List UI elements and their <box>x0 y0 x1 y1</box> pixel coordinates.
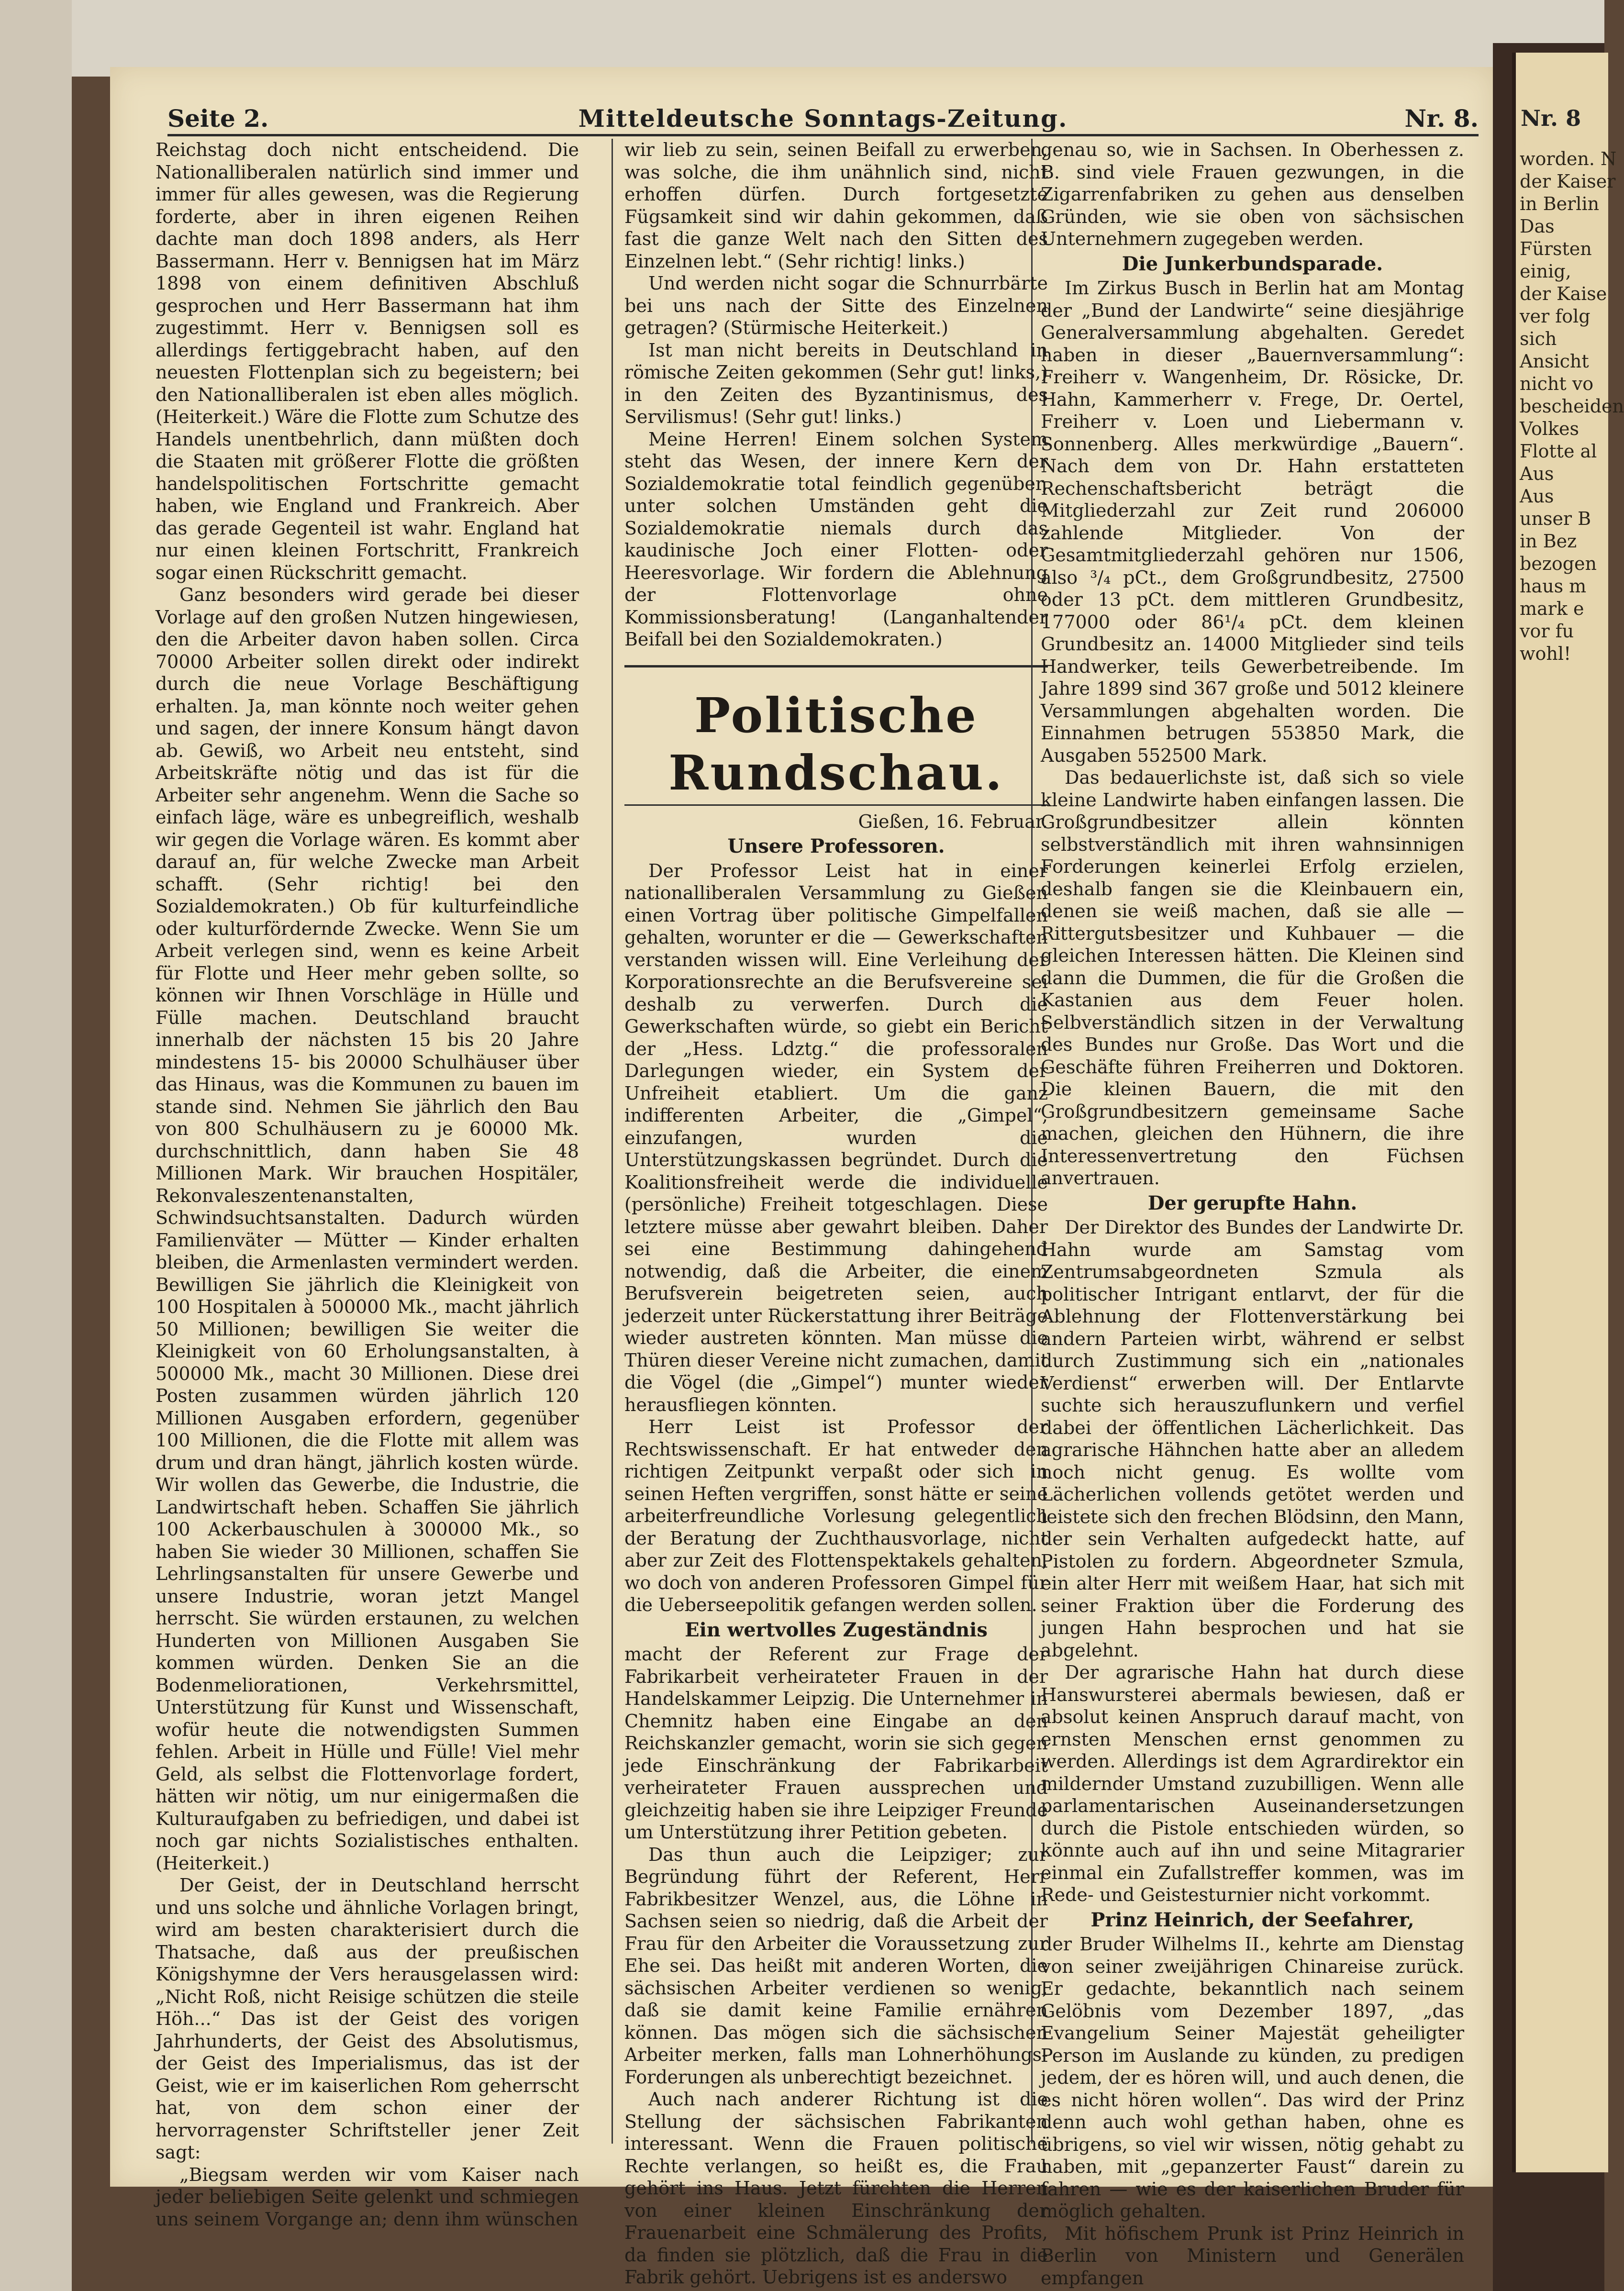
dateline: Gießen, 16. Februar. <box>858 811 1048 832</box>
paragraph: Das bedauerlichste ist, daß sich so viele kleine Landwirte haben einfangen lassen. Die Großgrundbesitzer allein könnten selbstverständlich mit ihren wahnsinnigen Forderungen keinerlei Erfolg erzielen, deshalb fangen sie die Kleinbauern ein, denen sie weiß machen, daß sie alle — Rittergutsbesitzer und Kuhbauer — die gleichen Interessen hätten. Die Kleinen sind dann die Dummen, die für die Großen die Kastanien aus dem Feuer holen. Selbverständlich sitzen in der Verwaltung des Bundes nur Große. Das Wort und die Geschäfte führen Freiherren und Doktoren. Die kleinen Bauern, die mit den Großgrundbesitzern gemeinsame Sache machen, gleichen den Hühnern, die ihre Interessenvertretung den Füchsen anvertrauen. <box>1041 767 1464 1189</box>
section-header <box>624 665 1048 806</box>
adjacent-page-line: bezogen <box>1520 553 1597 574</box>
paragraph: Der Geist, der in Deutschland herrscht und uns solche und ähnliche Vorlagen bringt, wird am besten charakterisiert durch die Thatsache, daß aus der preußischen Königshymne der Vers herausgelassen wird: „Nicht Roß, nicht Reisige schützen die steile Höh...“ Das ist der Geist des vorigen Jahrhunderts, der Geist des Absolutismus, der Geist des Imperialismus, das ist der Geist, wie er im kaiserlichen Rom geherrscht hat, von dem schon einer der hervorragenster Schriftsteller jener Zeit sagt: <box>156 1875 579 2163</box>
paragraph: Und werden nicht sogar die Schnurrbärte bei uns nach der Sitte des Einzelnen getragen? (Stürmische Heiterkeit.) <box>624 273 1048 338</box>
adjacent-page-line: nicht vo <box>1520 373 1594 394</box>
paragraph: Der Direktor des Bundes der Landwirte Dr. Hahn wurde am Samstag vom Zentrumsabgeordneten Szmula als politischer Intrigant entlarvt, der für die Ablehnung der Flottenverstärkung bei andern Parteien wirbt, während er selbst durch Zustimmung sich ein „nationales Verdienst“ erwerben will. Der Entlarvte suchte sich herauszuflunkern und verfiel dabei der öffentlichen Lächerlichkeit. Das agrarische Hähnchen hatte aber an alledem noch nicht genug. Es wollte vom Lächerlichen vollends getötet werden und leistete sich den frechen Blödsinn, den Mann, der sein Verhalten aufgedeckt hatte, auf Pistolen zu fordern. Abgeordneter Szmula, ein alter Herr mit weißem Haar, hat sich mit seiner Fraktion über die Forderung des jungen Hahn besprochen und hat sie abgelehnt. <box>1041 1217 1464 1661</box>
article-heading: Prinz Heinrich, der Seefahrer, <box>1090 1908 1414 1931</box>
column-1 <box>156 139 579 2230</box>
adjacent-page-line: Flotte al <box>1520 441 1597 462</box>
article-heading: Die Junkerbundsparade. <box>1122 252 1383 275</box>
adjacent-page-line: worden. N <box>1520 148 1617 169</box>
adjacent-page-header: Nr. 8 <box>1521 105 1581 131</box>
paragraph: der Bruder Wilhelms II., kehrte am Dienstag von seiner zweijährigen Chinareise zurück. Er gedachte, bekanntlich nach seinem Gelöbnis vom Dezember 1897, „das Evangelium Seiner Majestät geheiligter Person im Auslande zu künden, zu predigen jedem, der es hören will, und auch denen, die es nicht hören wollen“. Das wird der Prinz denn auch wohl gethan haben, ohne es übrigens, so viel wir wissen, nötig gehabt zu haben, mit „gepanzerter Faust“ darein zu fahren — wie es der kaiserlichen Bruder für möglich gehalten. <box>1041 1934 1464 2222</box>
book-board-top <box>0 0 1604 77</box>
adjacent-page-line: Das <box>1520 216 1555 237</box>
paragraph: „Biegsam werden wir vom Kaiser nach jeder beliebigen Seite gelenkt und schmiegen uns seinem Vorgange an; denn ihm wünschen <box>156 2164 579 2230</box>
running-head <box>167 100 1479 136</box>
column-3 <box>1041 139 1464 2289</box>
adjacent-page-line: unser B <box>1520 508 1591 529</box>
newspaper-page <box>110 67 1493 2289</box>
adjacent-page-line: Fürsten <box>1520 238 1592 259</box>
adjacent-page-line: in Berlin <box>1520 193 1600 214</box>
book-board-left <box>0 0 72 2291</box>
adjacent-page-line: haus m <box>1520 576 1587 597</box>
article-heading: Der gerupfte Hahn. <box>1147 1191 1357 1214</box>
issue-number: Nr. 8. <box>1404 104 1479 133</box>
adjacent-page-line: bescheiden <box>1520 396 1624 417</box>
article-heading: Ein wertvolles Zugeständnis <box>685 1618 988 1641</box>
adjacent-page-line: einig, <box>1520 261 1571 282</box>
adjacent-page-line: wohl! <box>1520 643 1571 664</box>
newspaper-title: Mitteldeutsche Sonntags-Zeitung. <box>578 104 1068 133</box>
paragraph: Der Professor Leist hat in einer nationalliberalen Versammlung zu Gießen einen Vortrag über politische Gimpelfallen gehalten, worunter er die — Gewerkschaften verstanden wissen will. Eine Verleihung der Korporationsrechte an die Berufsvereine sei deshalb zu verwerfen. Durch die Gewerkschaften würde, so giebt ein Bericht der „Hess. Ldztg.“ die professoralen Darlegungen wieder, ein System der Unfreiheit etabliert. Um die ganz indifferenten Arbeiter, die „Gimpel“, einzufangen, wurden die Unterstützungskassen begründet. Durch die Koalitionsfreiheit werde die individuelle (persönliche) Freiheit totgeschlagen. Diese letztere müsse aber gewahrt bleiben. Daher sei eine Bestimmung dahingehend notwendig, daß die Arbeiter, die einem Berufsverein beigetreten seien, auch jederzeit unter Rückerstattung ihrer Beiträge wieder austreten könnten. Man müsse die Thüren dieser Vereine nicht zumachen, damit die Vögel (die „Gimpel“) munter wieder herausfliegen könnten. <box>624 860 1048 1415</box>
paragraph: Ganz besonders wird gerade bei dieser Vorlage auf den großen Nutzen hingewiesen, den die Arbeiter davon haben sollen. Circa 70000 Arbeiter sollen direkt oder indirekt durch die neue Vorlage Beschäftigung erhalten. Ja, man könnte noch weiter gehen und sagen, der innere Konsum hängt davon ab. Gewiß, wo Arbeit neu entsteht, sind Arbeitskräfte nötig und das ist für die Arbeiter sehr angenehm. Wenn die Sache so einfach läge, wäre es unbegreiflich, weshalb wir gegen die Vorlage wären. Es kommt aber darauf an, für welche Zwecke man Arbeit schafft. (Sehr richtig! bei den Sozialdemokraten.) Ob für kulturfeindliche oder kulturfördernde Zwecke. Wenn Sie um Arbeit verlegen sind, wenn es keine Arbeit für Flotte und Heer mehr geben sollte, so können wir Ihnen Vorschläge in Hülle und Fülle machen. Deutschland braucht innerhalb der nächsten 15 bis 20 Jahre mindestens 15- bis 20000 Schulhäuser über das Hinaus, was die Kommunen zu bauen im stande sind. Nehmen Sie jährlich den Bau von 800 Schulhäusern zu je 60000 Mk. durchschnittlich, dann haben Sie 48 Millionen Mark. Wir brauchen Hospitäler, Rekonvaleszentenanstalten, Schwindsuchtsanstalten. Dadurch würden Familienväter — Mütter — Kinder erhalten bleiben, die Armenlasten vermindert werden. Bewilligen Sie jährlich die Kleinigkeit von 100 Hospitalen à 500000 Mk., macht jährlich 50 Millionen; bewilligen Sie weiter die Kleinigkeit von 60 Erholungsanstalten, à 500000 Mk., macht 30 Millionen. Diese drei Posten zusammen würden jährlich 120 Millionen Ausgaben erfordern, gegenüber 100 Millionen, die die Flotte mit allem was drum und dran hängt, jährlich kosten würde. Wir wollen das Gewerbe, die Industrie, die Landwirtschaft heben. Schaffen Sie jährlich 100 Ackerbauschulen à 300000 Mk., so haben Sie wieder 30 Millionen, schaffen Sie Lehrlingsanstalten für unsere Gewerbe und unsere Industrie, woran jetzt Mangel herrscht. Sie würden erstaunen, zu welchen Hunderten von Millionen Ausgaben Sie kommen würden. Denken Sie an die Bodenmeliorationen, Verkehrsmittel, Unterstützung für Kunst und Wissenschaft, wofür heute die notwendigsten Summen fehlen. Arbeit in Hülle und Fülle! Viel mehr Geld, als selbst die Flottenvorlage fordert, hätten wir nötig, um nur einigermaßen die Kulturaufgaben zu befriedigen, und dabei ist noch gar nichts Sozialistisches enthalten. (Heiterkeit.) <box>156 584 579 1874</box>
paragraph: Der agrarische Hahn hat durch diese Hanswursterei abermals bewiesen, daß er absolut keinen Anspruch darauf macht, von ernsten Menschen ernst genommen zu werden. Allerdings ist dem Agrardirektor ein mildernder Umstand zuzubilligen. Wenn alle parlamentarischen Auseinandersetzungen durch die Pistole entschieden würden, so könnte auch auf ihn und seine Mitagrarier einmal ein Zufallstreffer kommen, was im Rede- und Geistesturnier nicht vorkommt. <box>1041 1662 1464 1905</box>
adjacent-page-line: Aus <box>1520 486 1554 507</box>
paragraph: Auch nach anderer Richtung ist die Stellung der sächsischen Fabrikanten interessant. Wenn die Frauen politische Rechte verlangen, so heißt es, die Frau gehört ins Haus. Jetzt fürchten die Herren von einer kleinen Einschränkung der Frauenarbeit eine Schmälerung des Profits, da finden sie plötzlich, daß die Frau in die Fabrik gehört. Uebrigens ist es anderswo <box>624 2089 1048 2288</box>
adjacent-page-line: in Bez <box>1520 531 1577 552</box>
paragraph: macht der Referent zur Frage der Fabrikarbeit verheirateter Frauen in der Handelskammer Leipzig. Die Unternehmer in Chemnitz haben eine Eingabe an den Reichskanzler gemacht, worin sie sich gegen jede Einschränkung der Fabrikarbeit verheirateter Frauen aussprechen und gleichzeitig haben sie ihre Leipziger Freunde um Unterstützung ihrer Petition gebeten. <box>624 1644 1048 1843</box>
paragraph: Meine Herren! Einem solchen System steht das Wesen, der innere Kern der Sozialdemokratie total feindlich gegenüber, unter solchen Umständen geht die Sozialdemokratie niemals durch das kaudinische Joch einer Flotten- oder Heeresvorlage. Wir fordern die Ablehnung der Flottenvorlage ohne Kommissionsberatung! (Langanhaltender Beifall bei den Sozialdemokraten.) <box>624 428 1048 650</box>
adjacent-page-line: vor fu <box>1520 621 1574 642</box>
paragraph: Im Zirkus Busch in Berlin hat am Montag der „Bund der Landwirte“ seine diesjährige Generalversammlung abgehalten. Geredet haben in dieser „Bauernversammlung“: Freiherr v. Wangenheim, Dr. Rösicke, Dr. Hahn, Kammerherr v. Frege, Dr. Oertel, Freiherr v. Loen und Liebermann v. Sonnenberg. Alles merkwürdige „Bauern“. Nach dem von Dr. Hahn erstatteten Rechenschaftsbericht beträgt die Mitgliederzahl zur Zeit rund 206000 zahlende Mitglieder. Von der Gesamtmitgliederzahl gehören nur 1506, also ³/₄ pCt., dem Großgrundbesitz, 27500 oder 13 pCt. dem mittleren Grundbesitz, 177000 oder 86¹/₄ pCt. dem kleinen Grundbesitz an. 14000 Mitglieder sind teils Handwerker, teils Gewerbetreibende. Im Jahre 1899 sind 367 große und 5012 kleinere Versammlungen abgehalten worden. Die Einnahmen betrugen 553850 Mark, die Ausgaben 552500 Mark. <box>1041 278 1464 766</box>
column-rule <box>612 139 613 2144</box>
paragraph: Das thun auch die Leipziger; zur Begründung führt der Referent, Herr Fabrikbesitzer Wenzel, aus, die Löhne in Sachsen seien so niedrig, daß die Arbeit der Frau für den Arbeiter die Voraussetzung zur Ehe sei. Das heißt mit anderen Worten, die sächsischen Arbeiter verdienen so wenig, daß sie damit keine Familie ernähren können. Das mögen sich die sächsischen Arbeiter merken, falls man Lohnerhöhungs-Forderungen als unberechtigt bezeichnet. <box>624 1844 1048 2088</box>
adjacent-page-line: mark e <box>1520 598 1584 619</box>
article-heading: Unsere Professoren. <box>727 835 945 857</box>
adjacent-page <box>1512 53 1624 2172</box>
page-number: Seite 2. <box>167 104 269 133</box>
paragraph: genau so, wie in Sachsen. In Oberhessen z. B. sind viele Frauen gezwungen, in die Zigarrenfabriken zu gehen aus denselben Gründen, wie sie oben von sächsischen Unternehmern zugegeben werden. <box>1041 139 1464 249</box>
paragraph: Herr Leist ist Professor der Rechtswissenschaft. Er hat entweder den richtigen Zeitpunkt verpaßt oder sich in seinen Heften vergriffen, sonst hätte er seine arbeiterfreundliche Vorlesung gelegentlich der Beratung der Zuchthausvorlage, nicht aber zur Zeit des Flottenspektakels gehalten, wo doch von anderen Professoren Gimpel für die Ueberseepolitik gefangen werden sollen. <box>624 1416 1048 1615</box>
column-2 <box>624 139 1048 2288</box>
paragraph: Mit höfischem Prunk ist Prinz Heinrich in Berlin von Ministern und Generälen empfangen <box>1041 2223 1464 2289</box>
adjacent-page-line: Aus <box>1520 463 1554 484</box>
paragraph: wir lieb zu sein, seinen Beifall zu erwerben, was solche, die ihm unähnlich sind, nicht erhoffen dürfen. Durch fortgesetzte Fügsamkeit sind wir dahin gekommen, daß fast die ganze Welt nach den Sitten des Einzelnen lebt.“ (Sehr richtig! links.) <box>624 139 1048 272</box>
adjacent-page-line: der Kaise <box>1520 283 1607 304</box>
paragraph: Reichstag doch nicht entscheidend. Die Nationalliberalen natürlich sind immer und immer für alles gewesen, was die Regierung forderte, aber in ihren eigenen Reihen dachte man doch 1898 anders, als Herr Bassermann. Herr v. Bennigsen hat im März 1898 von einem definitiven Abschluß gesprochen und Herr Bassermann hat ihm zugestimmt. Herr v. Bennigsen soll es allerdings fertiggebracht haben, auf den neuesten Flottenplan sich zu begeistern; bei den Nationalliberalen ist eben alles möglich. (Heiterkeit.) Wäre die Flotte zum Schutze des Handels unentbehrlich, dann müßten doch die Staaten mit größerer Flotte die größten handelspolitischen Fortschritte gemacht haben, wie England und Frankreich. Aber das gerade Gegenteil ist wahr. England hat nur einen kleinen Fortschritt, Frankreich sogar einen Rückschritt gemacht. <box>156 139 579 583</box>
section-title: Politische Rundschau. <box>668 687 1004 801</box>
adjacent-page-line: Ansicht <box>1520 351 1589 372</box>
adjacent-page-line: Volkes <box>1520 418 1580 439</box>
adjacent-page-line: ver folg <box>1520 306 1591 327</box>
paragraph: Ist man nicht bereits in Deutschland in römische Zeiten gekommen (Sehr gut! links,) in den Zeiten des Byzantinismus, des Servilismus! (Sehr gut! links.) <box>624 339 1048 427</box>
adjacent-page-line: sich <box>1520 328 1557 349</box>
adjacent-page-line: der Kaiser <box>1520 171 1616 192</box>
